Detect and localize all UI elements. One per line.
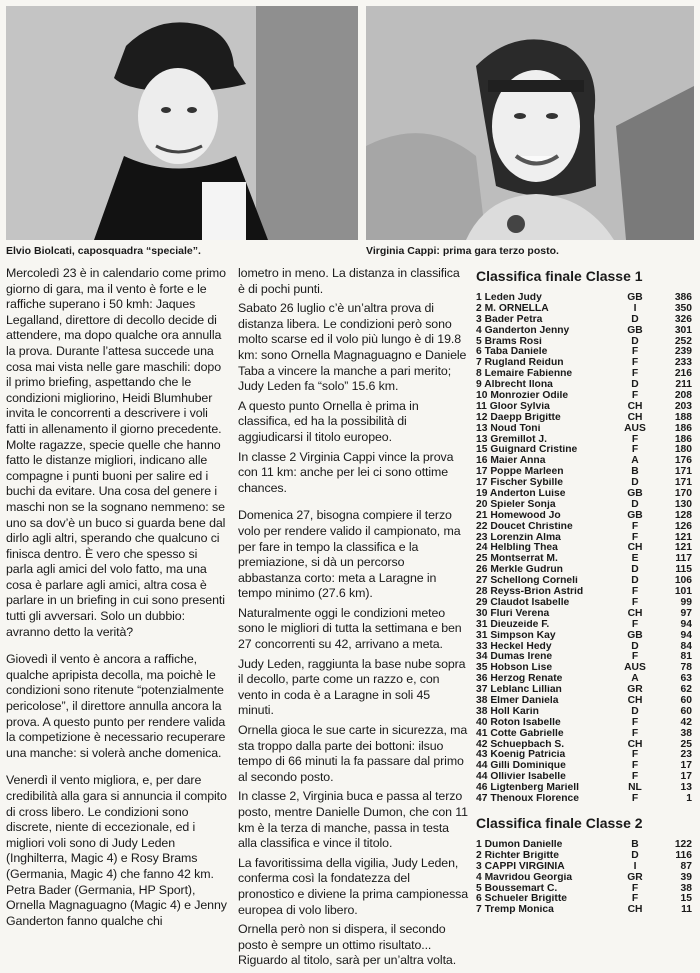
ranking-country: CH bbox=[627, 694, 643, 706]
ranking-row bbox=[476, 304, 692, 315]
article-paragraph: Ornella gioca le sue carte in sicurezza, ma sta troppo dalla parte dei bottoni: ilsuo tempo di 66 minuti la fa passare dal primo al secondo posto. bbox=[238, 723, 468, 784]
ranking-country: GR bbox=[627, 871, 643, 883]
article-paragraph: Giovedì il vento è ancora a raffiche, qualche apripista decolla, ma poichè le condizioni sono ritenute “potenzialmente pericolose”, il direttore annulla ancora la prova. A questo punto per rendere valida la competizione è necessario recuperare una manche: si volerà anche domenica. bbox=[6, 652, 226, 760]
ranking-row bbox=[476, 783, 692, 794]
ranking-row bbox=[476, 740, 692, 751]
ranking-points: 15 bbox=[680, 893, 692, 905]
ranking-name: 3 Bader Petra bbox=[476, 314, 543, 325]
ranking-name: 13 Noud Toni bbox=[476, 423, 541, 434]
ranking-row bbox=[476, 391, 692, 402]
ranking-row bbox=[476, 729, 692, 740]
ranking-points: 17 bbox=[680, 771, 692, 783]
ranking-row bbox=[476, 905, 692, 916]
ranking-country: D bbox=[631, 477, 639, 489]
ranking-points: 117 bbox=[675, 553, 692, 565]
ranking-country: F bbox=[631, 390, 639, 402]
ranking-row bbox=[476, 718, 692, 729]
ranking-points: 25 bbox=[680, 738, 692, 750]
ranking-country: F bbox=[631, 760, 639, 772]
ranking-points: 106 bbox=[674, 575, 692, 587]
ranking-row bbox=[476, 642, 692, 653]
ranking-name: 30 Fluri Verena bbox=[476, 608, 550, 619]
article-paragraph: Judy Leden, raggiunta la base nube sopra il decollo, parte come un razzo e, con vento in coda è a Laragne in soli 45 minuti. bbox=[238, 656, 466, 718]
ranking-country: GB bbox=[627, 488, 643, 500]
ranking-row bbox=[476, 554, 692, 565]
ranking-points: 87 bbox=[680, 860, 692, 872]
ranking-row bbox=[476, 696, 692, 707]
ranking-row bbox=[476, 315, 692, 326]
photo-biolcati bbox=[6, 6, 358, 240]
ranking-row bbox=[476, 445, 692, 456]
ranking-row bbox=[476, 337, 692, 348]
article-paragraph: Venerdì il vento migliora, e, per dare credibilità alla gara si annuncia il compito di cross libero. Le condizioni sono discrete, niente di eccezionale, ed i migliori voli sono di Judy Leden (Inghilterra, Magic 4) e Rosy Brams (Germania, Magic 4) che fanno 42 km. Petra Bader (Germania, HP Sport), Ornella Magnaguagno (Magic 4) e Jenny Ganderton fanno qualche chi bbox=[6, 773, 227, 928]
ranking-row bbox=[476, 587, 692, 598]
photo-caption-left: Elvio Biolcati, caposquadra “speciale”. bbox=[6, 245, 201, 257]
ranking-points: 62 bbox=[680, 684, 692, 696]
ranking-country: D bbox=[631, 379, 639, 391]
ranking-row bbox=[476, 862, 692, 873]
ranking-points: 42 bbox=[680, 716, 692, 728]
classifica-classe-1-table bbox=[476, 293, 692, 805]
classifica-classe-2-table bbox=[476, 840, 692, 916]
ranking-row bbox=[476, 478, 692, 489]
ranking-name: 33 Heckel Hedy bbox=[476, 641, 552, 652]
ranking-name: 24 Helbling Thea bbox=[476, 543, 558, 554]
ranking-points: 60 bbox=[680, 694, 692, 706]
ranking-points: 63 bbox=[680, 673, 692, 685]
photo-cappi bbox=[366, 6, 694, 240]
article-paragraph: Sabato 26 luglio c’è un’altra prova di distanza libera. Le condizioni però sono molto scarse ed il volo più lungo è di 19.8 km: sono Ornella Magnaguagno e Daniele Taba a vincere la manche a pari merito; Judy Leden fa “solo” 15.6 km. bbox=[238, 301, 467, 394]
ranking-name: 42 Schuepbach S. bbox=[476, 739, 565, 750]
ranking-row bbox=[476, 609, 692, 620]
ranking-name: 27 Schellong Corneli bbox=[476, 576, 578, 587]
ranking-country: F bbox=[631, 596, 639, 608]
ranking-country: D bbox=[631, 498, 639, 510]
ranking-country: D bbox=[631, 705, 639, 717]
ranking-country: F bbox=[631, 792, 639, 804]
ranking-country: F bbox=[631, 727, 639, 739]
ranking-country: B bbox=[631, 839, 639, 850]
ranking-row bbox=[476, 293, 692, 304]
ranking-name: 28 Reyss-Brion Astrid bbox=[476, 587, 584, 598]
ranking-country: D bbox=[631, 313, 639, 325]
ranking-name: 37 Leblanc Lillian bbox=[476, 685, 562, 696]
ranking-row bbox=[476, 456, 692, 467]
ranking-country: F bbox=[631, 771, 639, 783]
ranking-points: 116 bbox=[675, 849, 692, 861]
ranking-country: D bbox=[631, 575, 639, 587]
ranking-points: 128 bbox=[674, 509, 692, 521]
ranking-row bbox=[476, 663, 692, 674]
ranking-country: F bbox=[631, 520, 639, 532]
ranking-name: 12 Daepp Brigitte bbox=[476, 412, 561, 423]
article-paragraph: In classe 2, Virginia buca e passa al terzo posto, mentre Danielle Dumon, che con 11 km è la terza di manche, passa in testa alla classifica e vince il titolo. bbox=[238, 789, 468, 851]
ranking-row bbox=[476, 369, 692, 380]
ranking-country: D bbox=[631, 564, 639, 576]
ranking-points: 121 bbox=[674, 531, 692, 543]
ranking-row bbox=[476, 884, 692, 895]
ranking-points: 171 bbox=[674, 466, 692, 478]
ranking-points: 94 bbox=[680, 629, 692, 641]
ranking-points: 122 bbox=[674, 839, 692, 850]
ranking-country: F bbox=[631, 444, 639, 456]
ranking-country: F bbox=[631, 368, 639, 380]
ranking-name: 43 Koenig Patricia bbox=[476, 750, 566, 761]
ranking-name: 7 Rugland Reidun bbox=[476, 358, 564, 369]
ranking-points: 326 bbox=[674, 313, 692, 325]
ranking-points: 97 bbox=[680, 607, 692, 619]
ranking-country: CH bbox=[627, 607, 643, 619]
ranking-points: 78 bbox=[680, 662, 692, 674]
ranking-country: AUS bbox=[624, 662, 646, 674]
ranking-row bbox=[476, 413, 692, 424]
ranking-name: 31 Simpson Kay bbox=[476, 630, 556, 641]
ranking-row bbox=[476, 435, 692, 446]
classifica-classe-2-title: Classifica finale Classe 2 bbox=[476, 815, 643, 831]
article-paragraph: Naturalmente oggi le condizioni meteo sono le migliori di tutta la settimana e ben 27 concorrenti su 42, arrivano a meta. bbox=[238, 605, 462, 652]
ranking-name: 26 Merkle Gudrun bbox=[476, 565, 563, 576]
ranking-name: 20 Spieler Sonja bbox=[476, 499, 556, 510]
ranking-row bbox=[476, 707, 692, 718]
ranking-row bbox=[476, 424, 692, 435]
photo-biolcati-image bbox=[6, 6, 358, 240]
photo-caption-right: Virginia Cappi: prima gara terzo posto. bbox=[366, 245, 559, 257]
ranking-name: 16 Maier Anna bbox=[476, 456, 546, 467]
ranking-name: 4 Mavridou Georgia bbox=[476, 872, 573, 883]
ranking-country: F bbox=[631, 433, 639, 445]
ranking-name: 44 Gilli Dominique bbox=[476, 761, 566, 772]
ranking-country: F bbox=[631, 716, 639, 728]
ranking-row bbox=[476, 467, 692, 478]
ranking-row bbox=[476, 652, 692, 663]
ranking-country: F bbox=[631, 531, 639, 543]
ranking-name: 46 Ligtenberg Mariell bbox=[476, 783, 579, 794]
ranking-name: 25 Montserrat M. bbox=[476, 554, 558, 565]
ranking-row bbox=[476, 380, 692, 391]
ranking-name: 2 M. ORNELLA bbox=[476, 303, 549, 314]
photo-cappi-image bbox=[366, 6, 694, 240]
ranking-row bbox=[476, 685, 692, 696]
ranking-name: 7 Tremp Monica bbox=[476, 905, 554, 916]
ranking-name: 22 Doucet Christine bbox=[476, 521, 573, 532]
classifica-classe-1-title: Classifica finale Classe 1 bbox=[476, 268, 643, 284]
ranking-row bbox=[476, 489, 692, 500]
article-column-2 bbox=[238, 266, 469, 973]
ranking-country: F bbox=[631, 651, 639, 663]
ranking-country: F bbox=[631, 893, 639, 905]
ranking-country: E bbox=[631, 553, 639, 565]
ranking-points: 81 bbox=[680, 651, 692, 663]
ranking-name: 13 Gremillot J. bbox=[476, 434, 547, 445]
ranking-points: 39 bbox=[680, 871, 692, 883]
ranking-name: 23 Lorenzin Alma bbox=[476, 532, 561, 543]
ranking-country: F bbox=[631, 586, 639, 598]
ranking-country: CH bbox=[627, 411, 643, 423]
ranking-points: 17 bbox=[680, 760, 692, 772]
ranking-points: 84 bbox=[680, 640, 692, 652]
article-paragraph: Domenica 27, bisogna compiere il terzo volo per rendere valido il campionato, ma per fare in tempo la classifica e la premiazione, si dà un percorso abbastanza corto: meta a Laragne in tempo minimo (27.6 km). bbox=[238, 508, 461, 601]
ranking-points: 23 bbox=[680, 749, 692, 761]
ranking-name: 8 Lemaire Fabienne bbox=[476, 369, 573, 380]
ranking-points: 99 bbox=[680, 596, 692, 608]
ranking-row bbox=[476, 840, 692, 851]
ranking-points: 252 bbox=[674, 335, 692, 347]
ranking-name: 35 Hobson Lise bbox=[476, 663, 553, 674]
ranking-name: 38 Elmer Daniela bbox=[476, 695, 559, 706]
ranking-country: I bbox=[633, 860, 637, 872]
ranking-country: F bbox=[631, 882, 639, 894]
ranking-country: A bbox=[631, 455, 639, 467]
ranking-row bbox=[476, 347, 692, 358]
ranking-points: 38 bbox=[680, 882, 692, 894]
ranking-points: 386 bbox=[674, 292, 692, 303]
ranking-country: F bbox=[631, 357, 639, 369]
ranking-name: 3 CAPPI VIRGINIA bbox=[476, 861, 565, 872]
ranking-name: 19 Anderton Luise bbox=[476, 489, 566, 500]
ranking-name: 17 Poppe Marleen bbox=[476, 467, 564, 478]
ranking-country: D bbox=[631, 335, 639, 347]
ranking-name: 29 Claudot Isabelle bbox=[476, 597, 570, 608]
ranking-points: 350 bbox=[674, 302, 692, 314]
ranking-row bbox=[476, 761, 692, 772]
ranking-row bbox=[476, 851, 692, 862]
ranking-row bbox=[476, 674, 692, 685]
ranking-country: GB bbox=[627, 324, 643, 336]
ranking-points: 60 bbox=[680, 705, 692, 717]
ranking-points: 94 bbox=[680, 618, 692, 630]
ranking-name: 1 Dumon Danielle bbox=[476, 840, 563, 850]
ranking-points: 38 bbox=[680, 727, 692, 739]
ranking-row bbox=[476, 598, 692, 609]
ranking-row bbox=[476, 500, 692, 511]
ranking-country: NL bbox=[628, 782, 642, 794]
ranking-name: 40 Roton Isabelle bbox=[476, 717, 561, 728]
ranking-name: 17 Fischer Sybille bbox=[476, 478, 563, 489]
ranking-name: 34 Dumas Irene bbox=[476, 652, 553, 663]
ranking-points: 301 bbox=[674, 324, 692, 336]
ranking-points: 216 bbox=[674, 368, 692, 380]
ranking-row bbox=[476, 750, 692, 761]
ranking-row bbox=[476, 576, 692, 587]
ranking-country: F bbox=[631, 346, 639, 358]
ranking-name: 21 Homewood Jo bbox=[476, 510, 561, 521]
ranking-row bbox=[476, 772, 692, 783]
ranking-name: 5 Brams Rosi bbox=[476, 336, 542, 347]
ranking-points: 186 bbox=[674, 433, 692, 445]
article-column-1 bbox=[6, 266, 227, 941]
ranking-points: 130 bbox=[674, 498, 692, 510]
article-paragraph: A questo punto Ornella è prima in classifica, ed ha la possibilità di aggiudicarsi il titolo europeo. bbox=[238, 398, 419, 444]
article-paragraph: La favoritissima della vigilia, Judy Leden, conferma così la fondatezza del pronostico e diviene la prima campionessa europea di volo libero. bbox=[238, 855, 469, 917]
ranking-country: GR bbox=[627, 684, 643, 696]
ranking-points: 233 bbox=[674, 357, 692, 369]
ranking-name: 47 Thenoux Florence bbox=[476, 793, 579, 804]
ranking-points: 13 bbox=[680, 782, 692, 794]
ranking-points: 239 bbox=[674, 346, 692, 358]
ranking-points: 208 bbox=[674, 390, 692, 402]
article-paragraph: Ornella però non si dispera, il secondo posto è sempre un ottimo risultato... Riguardo al titolo, sarà per un’altra volta. bbox=[238, 922, 457, 968]
ranking-name: 15 Guignard Cristine bbox=[476, 445, 578, 456]
ranking-name: 2 Richter Brigitte bbox=[476, 850, 559, 861]
ranking-country: CH bbox=[627, 904, 643, 916]
ranking-name: 38 Holl Karin bbox=[476, 706, 539, 717]
ranking-row bbox=[476, 543, 692, 554]
ranking-country: D bbox=[631, 640, 639, 652]
ranking-row bbox=[476, 894, 692, 905]
ranking-points: 186 bbox=[674, 422, 692, 434]
ranking-name: 6 Taba Daniele bbox=[476, 347, 548, 358]
ranking-row bbox=[476, 402, 692, 413]
ranking-country: GB bbox=[627, 509, 643, 521]
ranking-row bbox=[476, 326, 692, 337]
ranking-row bbox=[476, 873, 692, 884]
ranking-country: AUS bbox=[624, 422, 646, 434]
ranking-name: 6 Schueler Brigitte bbox=[476, 894, 567, 905]
article-paragraph: lometro in meno. La distanza in classifica è di pochi punti. bbox=[238, 266, 460, 296]
ranking-row bbox=[476, 522, 692, 533]
ranking-points: 171 bbox=[674, 477, 692, 489]
ranking-country: B bbox=[631, 466, 639, 478]
ranking-row bbox=[476, 620, 692, 631]
ranking-name: 11 Gloor Sylvia bbox=[476, 401, 550, 412]
ranking-name: 10 Monrozier Odile bbox=[476, 391, 569, 402]
ranking-name: 44 Ollivier Isabelle bbox=[476, 772, 566, 783]
ranking-country: D bbox=[631, 849, 639, 861]
ranking-points: 211 bbox=[675, 379, 692, 391]
ranking-country: GB bbox=[627, 629, 643, 641]
ranking-name: 5 Boussemart C. bbox=[476, 883, 558, 894]
ranking-points: 1 bbox=[686, 792, 692, 804]
ranking-points: 188 bbox=[674, 411, 692, 423]
article-paragraph: In classe 2 Virginia Cappi vince la prova con 11 km: anche per lei ci sono ottime chances. bbox=[238, 449, 454, 495]
ranking-name: 36 Herzog Renate bbox=[476, 674, 563, 685]
ranking-country: F bbox=[631, 618, 639, 630]
ranking-name: 9 Albrecht Ilona bbox=[476, 380, 553, 391]
ranking-points: 180 bbox=[674, 444, 692, 456]
ranking-name: 31 Dieuzeide F. bbox=[476, 619, 550, 630]
ranking-country: I bbox=[633, 302, 637, 314]
ranking-points: 101 bbox=[674, 586, 692, 598]
ranking-row bbox=[476, 565, 692, 576]
ranking-row bbox=[476, 358, 692, 369]
ranking-row bbox=[476, 631, 692, 642]
ranking-country: CH bbox=[627, 542, 643, 554]
ranking-points: 170 bbox=[674, 488, 692, 500]
ranking-name: 4 Ganderton Jenny bbox=[476, 325, 570, 336]
ranking-country: A bbox=[631, 673, 639, 685]
ranking-country: CH bbox=[627, 400, 643, 412]
article-paragraph: Mercoledì 23 è in calendario come primo giorno di gara, ma il vento è forte e le raffiche superano i 50 kmh: Jaques Legalland, direttore di decollo decide di attendere, ma dopo qualche ora annulla la prova. Durante l’attesa succede una cosa mai vista nelle gare maschili: dopo il primo briefing, aspettando che le condizioni migliorino, Heidi Blumhuber invita le concorrenti a descrivere i voli fatti in allenamento il giorno precedente. Molte ragazze, specie quelle che hanno fatto le distanze migliori, indicano alle compagne i punti buoni per salire ed i buchi da evitare. Una cosa del genere i maschi non se la sognano nemmeno: se uno sa dov’è un buco si guarda bene dal dirlo agli altri, sperando che qualcuno ci finisca dentro. È vero che spesso si parla agli amici del volo fatto, ma una cosa è parlare agli amici, altra cosa è parlare in un briefing in cui sono presenti tutti gli avversari. Solo un dubbio: avranno detto la verità? bbox=[6, 266, 226, 639]
ranking-row bbox=[476, 794, 692, 805]
ranking-name: 41 Cotte Gabrielle bbox=[476, 728, 564, 739]
ranking-country: GB bbox=[627, 292, 643, 303]
ranking-row bbox=[476, 511, 692, 522]
ranking-points: 121 bbox=[674, 542, 692, 554]
ranking-points: 126 bbox=[674, 520, 692, 532]
ranking-points: 115 bbox=[675, 564, 692, 576]
ranking-country: CH bbox=[627, 738, 643, 750]
ranking-name: 1 Leden Judy bbox=[476, 293, 542, 303]
ranking-points: 176 bbox=[674, 455, 692, 467]
ranking-country: F bbox=[631, 749, 639, 761]
ranking-row bbox=[476, 533, 692, 544]
ranking-points: 11 bbox=[681, 904, 692, 916]
ranking-points: 203 bbox=[674, 400, 692, 412]
